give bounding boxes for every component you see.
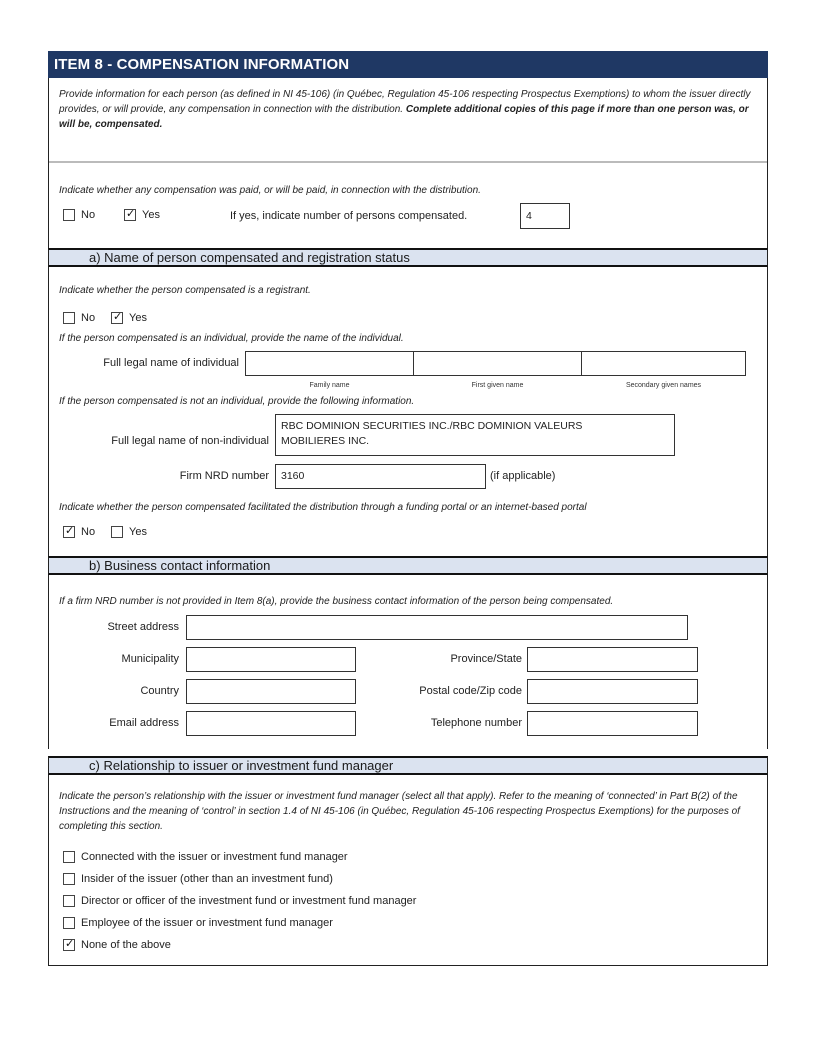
checkbox-label: None of the above [81,939,171,951]
checkbox-icon[interactable] [63,873,75,885]
checkbox-icon[interactable] [63,917,75,929]
portal-no-checkbox[interactable] [63,526,95,538]
checkbox-icon[interactable] [63,209,75,221]
intro-text-plain: Provide information for each person (as defined in NI 45-106) (in Québec, Regulation 45-106 respecting Prospectus Exemptions) to whom the issuer directly provides, or will provide, any compensation in connection with the distribution. [59,89,751,115]
non-individual-name-line1: RBC DOMINION SECURITIES INC./RBC DOMINION VALEURS [281,420,583,432]
non-individual-name-line2: MOBILIERES INC. [281,435,370,447]
checkbox-label: No [81,312,96,324]
portal-question: Indicate whether the person compensated facilitated the distribution through a funding portal or an internet-based portal [59,502,587,513]
section-b-box [48,575,768,749]
individual-instruction: If the person compensated is an individual, provide the name of the individual. [59,333,404,344]
page-title: ITEM 8 - COMPENSATION INFORMATION [48,51,768,78]
compensation-question: Indicate whether any compensation was paid, or will be paid, in connection with the distribution. [59,185,481,196]
persons-count-input[interactable]: 4 [520,203,570,229]
relationship-employee-checkbox[interactable] [63,917,333,929]
family-name-sublabel: Family name [309,382,350,389]
checkbox-label: Yes [129,526,147,538]
checkbox-checked-icon[interactable] [111,312,123,324]
checkbox-icon[interactable] [111,526,123,538]
section-c-box [48,775,768,966]
municipality-label: Municipality [121,653,179,665]
registrant-question: Indicate whether the person compensated is a registrant. [59,285,311,296]
checkbox-label: Yes [129,312,147,324]
intro-box [48,78,768,163]
email-address-input[interactable] [186,711,356,736]
relationship-instruction: Indicate the person’s relationship with the issuer or investment fund manager (select all that apply). Refer to the meaning of ‘connected’ in Part B(2) of the Instructions and the meaning of ‘control’ in section 1.4 of NI 45-106 (in Québec, Regulation 45-106 respecting Prospectus Exemptions) for the purposes of completing this section. [59,791,740,832]
secondary-given-names-input[interactable] [581,351,746,376]
section-a-header: a) Name of person compensated and registration status [48,248,768,267]
checkbox-label: Insider of the issuer (other than an investment fund) [81,873,333,885]
telephone-label: Telephone number [430,717,522,729]
street-address-input[interactable] [186,615,688,640]
intro-text-bold: Complete additional copies of this page if more than one person was, or will be, compensated. [59,104,749,130]
family-name-input[interactable] [245,351,414,376]
street-address-label: Street address [107,621,179,633]
non-individual-name-label: Full legal name of non-individual [111,435,269,447]
registrant-no-checkbox[interactable] [63,312,95,324]
country-label: Country [140,685,179,697]
registrant-yes-checkbox[interactable] [111,312,147,324]
checkbox-label: Yes [142,209,160,221]
checkbox-icon[interactable] [63,895,75,907]
checkbox-icon[interactable] [63,312,75,324]
province-input[interactable] [527,647,698,672]
intro-text [59,87,759,132]
non-individual-instruction: If the person compensated is not an individual, provide the following information. [59,396,415,407]
email-address-label: Email address [109,717,179,729]
section-c-header: c) Relationship to issuer or investment fund manager [48,756,768,775]
business-contact-instruction: If a firm NRD number is not provided in Item 8(a), provide the business contact information of the person being compensated. [59,596,614,607]
municipality-input[interactable] [186,647,356,672]
checkbox-label: Employee of the issuer or investment fund manager [81,917,333,929]
non-individual-name-input[interactable] [275,414,675,456]
section-b-header: b) Business contact information [48,556,768,575]
first-given-name-input[interactable] [413,351,582,376]
nrd-note: (if applicable) [490,470,556,482]
checkbox-checked-icon[interactable] [63,939,75,951]
postal-code-label: Postal code/Zip code [419,685,522,697]
checkbox-checked-icon[interactable] [124,209,136,221]
compensation-no-checkbox[interactable] [63,209,95,221]
checkbox-label: No [81,526,96,538]
checkbox-label: No [81,209,96,221]
portal-yes-checkbox[interactable] [111,526,147,538]
postal-code-input[interactable] [527,679,698,704]
relationship-insider-checkbox[interactable] [63,873,333,885]
province-label: Province/State [450,653,522,665]
individual-name-label: Full legal name of individual [103,357,239,369]
checkbox-label: Director or officer of the investment fund or investment fund manager [81,895,417,907]
nrd-input[interactable]: 3160 [275,464,486,489]
relationship-connected-checkbox[interactable] [63,851,348,863]
compensation-yes-checkbox[interactable] [124,209,160,221]
relationship-none-checkbox[interactable] [63,939,171,951]
secondary-given-names-sublabel: Secondary given names [625,382,702,389]
persons-count-label: If yes, indicate number of persons compensated. [230,210,468,222]
compensation-box [48,163,768,249]
checkbox-icon[interactable] [63,851,75,863]
country-input[interactable] [186,679,356,704]
checkbox-label: Connected with the issuer or investment fund manager [81,851,348,863]
checkbox-checked-icon[interactable] [63,526,75,538]
telephone-input[interactable] [527,711,698,736]
section-a-box [48,267,768,557]
nrd-label: Firm NRD number [179,470,269,482]
relationship-director-checkbox[interactable] [63,895,416,907]
first-given-name-sublabel: First given name [471,382,524,389]
